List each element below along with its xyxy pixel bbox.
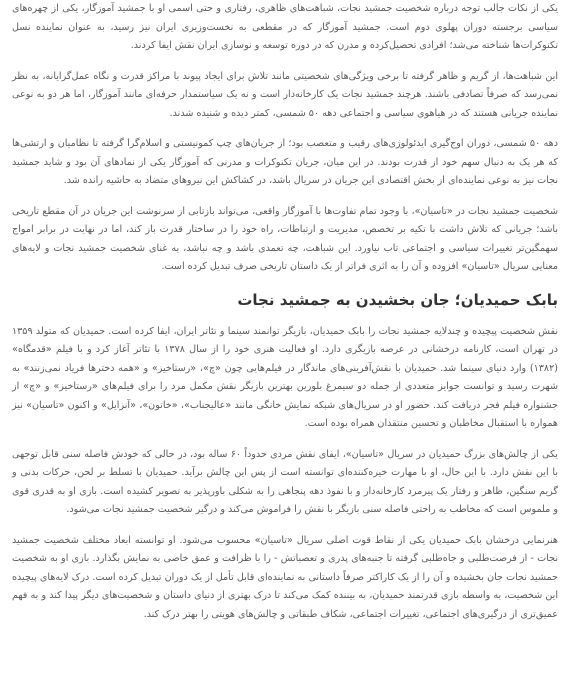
article-paragraph: یکی از نکات جالب توجه درباره شخصیت جمشید نجات، شباهت‌های ظاهری، رفتاری و حتی اسمی او با جمشید آموزگار، یکی از چهره‌های سیاسی برجسته دوران پهلوی دوم است. جمشید آموزگار که در مقطعی به نخست‌وزیری ایران نیز رسید، به عنوان نماینده نسل تکنوکرات‌ها شناخته می‌شد؛ افرادی تحصیل‌کرده و مدرن که در دوره توسعه و نوسازی ایران نقش ایفا کردند.: [12, 3, 558, 51]
article-paragraph: نقش شخصیت پیچیده و چندلایه جمشید نجات را بابک حمیدیان، بازیگر توانمند سینما و تئاتر ایران، ایفا کرده است. حمیدیان که متولد ۱۳۵۹ در تهران است، کارنامه درخشانی در عرصه بازیگری دارد. او فعالیت هنری خود را از سال ۱۳۷۸ با تئاتر آغاز کرد و با فیلم «قدمگاه» (۱۳۸۲) وارد دنیای سینما شد. حمیدیان با نقش‌آفرینی‌های ماندگار در فیلم‌هایی چون «چ»، «رستاخیز» و «همه دخترها فریاد نمی‌زنند» به شهرت رسید و توانست جوایز متعددی از جمله دو سیمرغ بلورین بهترین بازیگر نقش مکمل مرد را برای فیلم‌های «رستاخیز» و «چ» از جشنواره فیلم فجر دریافت کند. حضور او در سریال‌های شبکه نمایش خانگی مانند «عالیجناب»، «خاتون»، «آنزایل» و اکنون «تاسیان» نیز همواره با استقبال مخاطبان و تحسین منتقدان همراه بوده است.: [12, 325, 558, 429]
article-paragraph: این شباهت‌ها، از گریم و ظاهر گرفته تا برخی ویژگی‌های شخصیتی مانند تلاش برای ایجاد پیوند با مراکز قدرت و نگاه عمل‌گرایانه، به نظر نمی‌رسد که صرفاً تصادفی باشند. هرچند جمشید نجات یک کارخانه‌دار است و نه یک سیاستمدار حرفه‌ای مانند آموزگار، اما هر دو به نوعی نماینده جریانی هستند که در هیاهوی سیاسی و اجتماعی دهه ۵۰ شمسی، کمتر دیده و شنیده شدند.: [12, 70, 558, 119]
article-paragraph: شخصیت جمشید نجات در «تاسیان»، با وجود تمام تفاوت‌ها با آموزگار واقعی، می‌تواند بازتابی از سرنوشت این جریان در آن مقطع تاریخی باشد؛ جریانی که تلاش داشت با تکیه بر تخصص، مدیریت و ارتباطات، راه خود را در ساختار قدرت باز کند، اما در نهایت در برابر امواج سهمگین‌تر تغییرات سیاسی و اجتماعی تاب نیاورد. این شباهت، چه تعمدی باشد و چه نباشد، به غنای شخصیت جمشید نجات و لایه‌های معنایی سریال «تاسیان» افزوده و آن را به اثری فراتر از یک داستان تاریخی صرف تبدیل کرده است.: [12, 205, 558, 272]
article-paragraph: یکی از چالش‌های بزرگ حمیدیان در سریال «تاسیان»، ایفای نقش مردی حدوداً ۶۰ ساله بود، در حالی که خودش فاصله سنی قابل توجهی با این نقش دارد. با این حال، او با مهارت خیره‌کننده‌ای توانسته است از پس این چالش برآید. حمیدیان با تسلط بر لحن، حرکات بدنی و گریم سنگین، ظاهر و رفتار یک پیرمرد کارخانه‌دار و با نفوذ دهه پنجاهی را به شکلی باورپذیر به تصویر کشیده است. بازی او به قدری قوی و ملموس است که مخاطب به راحتی فاصله سنی بازیگر با نقش را فراموش می‌کند و درگیر شخصیت جمشید نجات می‌شود.: [12, 448, 558, 515]
article-paragraph: دهه ۵۰ شمسی، دوران اوج‌گیری ایدئولوژی‌های رقیب و متعصب بود؛ از جریان‌های چپ کمونیستی و اسلام‌گرا گرفته تا نظامیان و ارتشی‌ها که هر یک به دنبال سهم خود از قدرت بودند. در این میان، جریان تکنوکرات و مدرنی که آموزگار یکی از نمادهای آن بود و شاید جمشید نجات نیز به نوعی نماینده‌ای از بخش اقتصادی این جریان در سریال باشد، در کشاکش این نیروهای متضاد به حاشیه رانده شد.: [12, 138, 558, 186]
article-body: [12, 0, 558, 636]
section-heading: بابک حمیدیان؛ جان بخشیدن به جمشید نجات: [237, 290, 558, 309]
article-paragraph: هنرنمایی درخشان بابک حمیدیان یکی از نقاط قوت اصلی سریال «تاسیان» محسوب می‌شود. او توانسته ابعاد مختلف شخصیت جمشید نجات - از فرصت‌طلبی و جاه‌طلبی گرفته تا جنبه‌های پدری و تعصباتش - را با ظرافت و عمق خاصی به نمایش بگذارد. بازی او به شخصیت جمشید نجات جان بخشیده و آن را از یک کاراکتر صرفاً داستانی به نماینده‌ای قابل تأمل از یک دوران تبدیل کرده است. درک لایه‌های پیچیده این شخصیت، به واسطه بازی قدرتمند حمیدیان، به بیننده کمک می‌کند تا درک بهتری از دنیای داستان و شخصیت‌های دیگر پیدا کند و به فهم عمیق‌تری از درگیری‌های اجتماعی، تغییرات اجتماعی، شکاف طبقاتی و چالش‌های هویتی را بهتر درک کند.: [12, 534, 558, 620]
